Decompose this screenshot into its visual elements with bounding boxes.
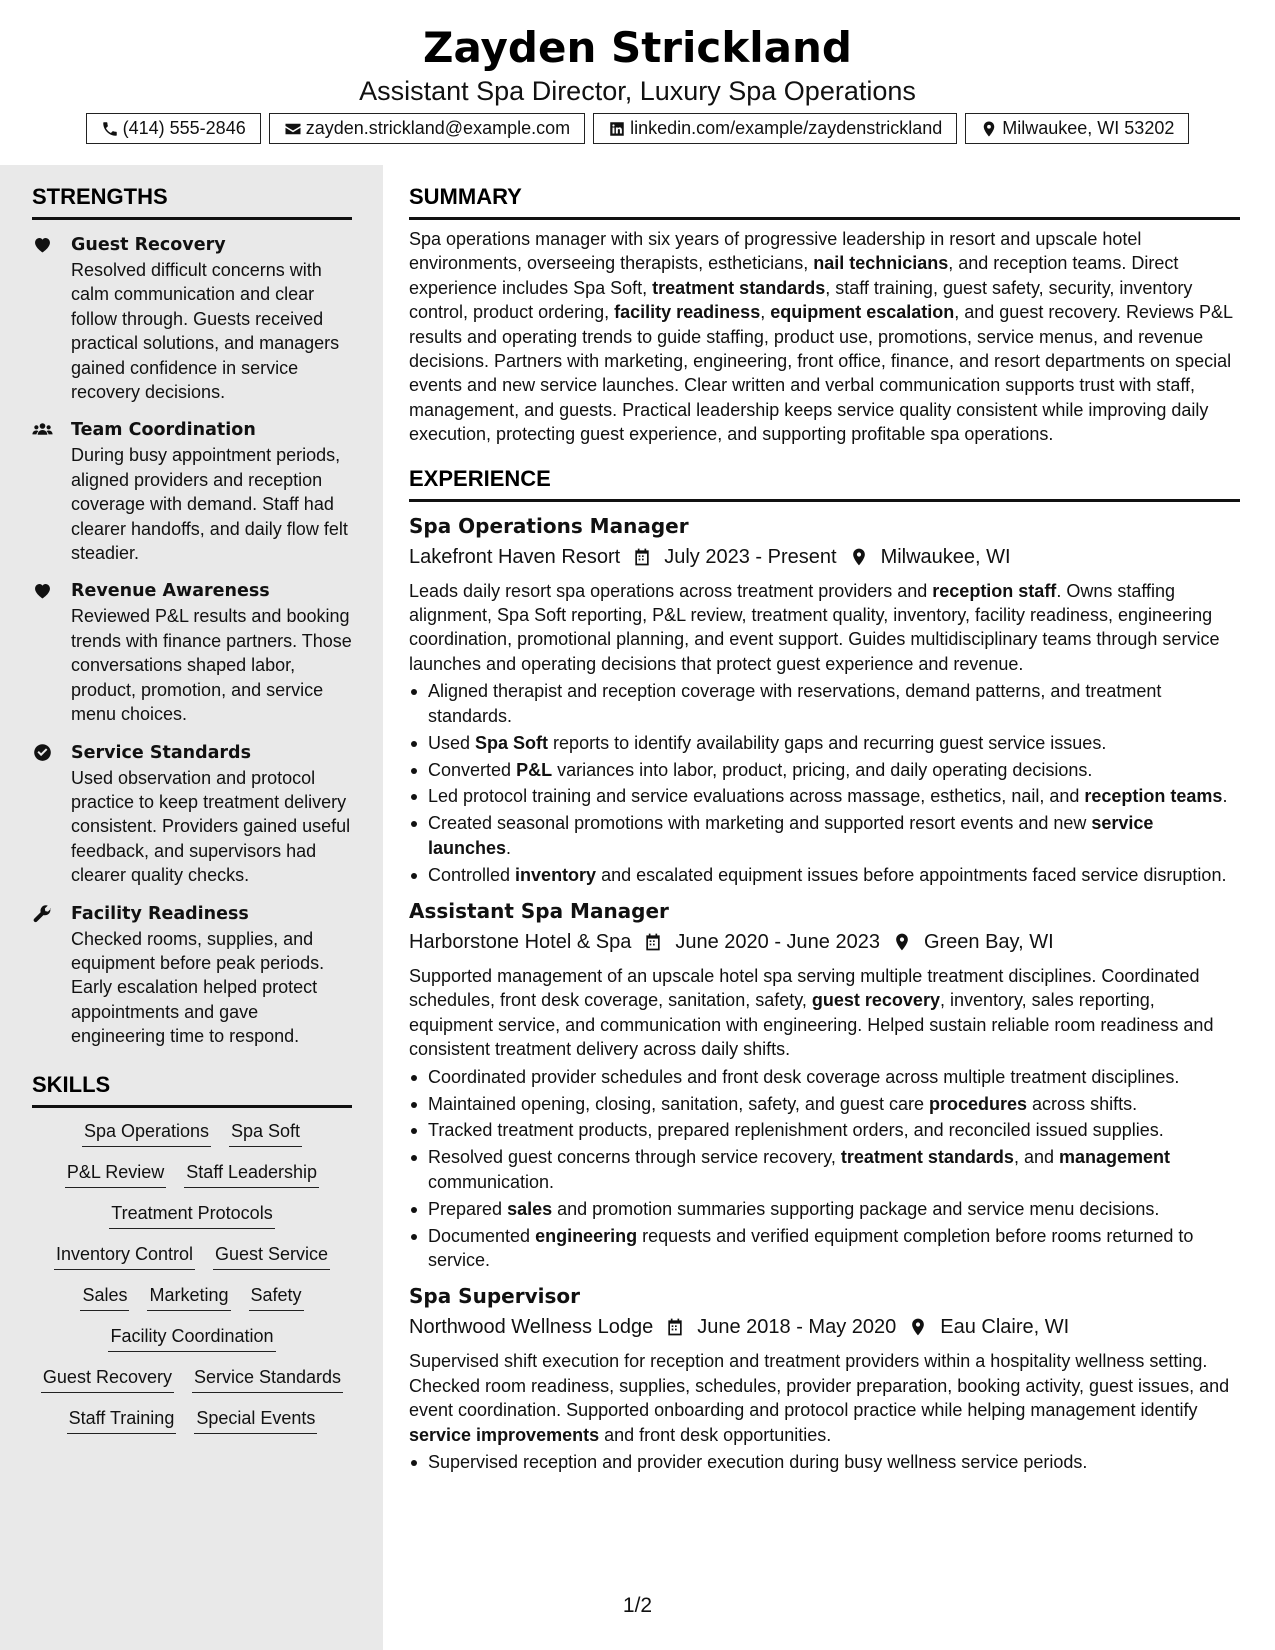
strength-item	[32, 740, 352, 888]
job-entry	[409, 897, 1240, 1272]
skills-section	[32, 1071, 352, 1434]
text-run: variances into labor, product, pricing, and daily operating decisions.	[552, 759, 1093, 780]
contact-email[interactable]	[269, 113, 585, 144]
job-bullet	[409, 679, 1240, 728]
calendar-icon	[665, 1317, 685, 1337]
skill-row	[80, 1280, 303, 1311]
experience-heading: EXPERIENCE	[409, 465, 551, 491]
strength-description: Reviewed P&L results and booking trends with finance partners. Those conversations shaped labor, product, promotion, and service menu choices.	[71, 606, 352, 725]
contact-phone[interactable]	[86, 113, 261, 144]
text-run: Documented	[428, 1225, 536, 1246]
strengths-heading: STRENGTHS	[32, 184, 168, 209]
skill-tag: Spa Soft	[229, 1116, 302, 1147]
job-entry	[409, 1282, 1240, 1474]
skill-tag: Marketing	[147, 1280, 230, 1311]
text-run: requests and verified equipment completion before rooms returned to service.	[428, 1225, 1194, 1270]
text-run: and escalated equipment issues before appointments faced service disruption.	[596, 864, 1227, 885]
bold-keyword: sales	[507, 1198, 553, 1219]
bold-keyword: reception staff	[932, 580, 1057, 601]
contact-location[interactable]	[965, 113, 1189, 144]
text-run: Leads daily resort spa operations across treatment providers and	[409, 580, 933, 601]
bold-keyword: facility readiness	[614, 302, 761, 323]
job-bullet	[409, 1118, 1240, 1142]
job-description	[409, 579, 1240, 677]
text-run: Tracked treatment products, prepared replenishment orders, and reconciled issued supplies.	[428, 1120, 1164, 1141]
bold-keyword: treatment standards	[652, 277, 826, 298]
job-description	[409, 964, 1240, 1062]
bold-keyword: inventory	[515, 864, 597, 885]
skill-row	[54, 1239, 330, 1270]
bold-keyword: P&L	[516, 759, 553, 780]
wrench-icon	[32, 903, 53, 924]
skill-tag: Safety	[249, 1280, 304, 1311]
job-title: Spa Supervisor	[409, 1284, 580, 1309]
summary-text	[409, 227, 1240, 447]
text-run: . Owns staffing alignment, Spa Soft reporting, P&L review, treatment quality, inventory, facility readiness, engineering coordination, promotional planning, and event support. Guides multidisciplinary teams through service launches and operating decisions that protect guest experience and revenue.	[409, 580, 1220, 674]
text-run: Supervised shift execution for reception and treatment providers within a hospitality wellness setting. Checked room readiness, supplies, schedules, provider preparation, booking activity, guest issues, and event coordination. Supported onboarding and protocol practice while helping management identify	[409, 1351, 1230, 1421]
strength-title: Revenue Awareness	[71, 581, 270, 602]
text-run: Prepared	[428, 1198, 508, 1219]
strength-description: Resolved difficult concerns with calm communication and clear follow through. Guests received practical solutions, and managers gained confidence in service recovery decisions.	[71, 260, 340, 403]
skill-tag: Service Standards	[192, 1362, 343, 1393]
text-run: Coordinated provider schedules and front desk coverage across multiple treatment disciplines.	[428, 1066, 1180, 1087]
job-title: Assistant Spa Manager	[409, 899, 669, 924]
bold-keyword: management	[1058, 1147, 1171, 1168]
job-meta	[409, 926, 1240, 958]
text-run: Led protocol training and service evaluations across massage, esthetics, nail, and	[428, 786, 1085, 807]
text-run: communication.	[428, 1171, 555, 1192]
bold-keyword: guest recovery	[811, 990, 940, 1011]
strength-description: During busy appointment periods, aligned providers and reception coverage with demand. Staff had clearer handoffs, and daily flow felt steadier.	[71, 445, 348, 564]
linkedin-text: linkedin.com/example/zaydenstrickland	[630, 118, 943, 138]
job-title: Spa Operations Manager	[409, 513, 689, 538]
text-run: reports to identify availability gaps and recurring guest service issues.	[548, 732, 1107, 753]
contact-bar	[0, 113, 1275, 144]
contact-linkedin[interactable]	[593, 113, 957, 144]
text-run: , and reception teams. Direct experience includes Spa Soft,	[409, 253, 1179, 298]
phone-text: (414) 555-2846	[122, 118, 246, 138]
text-run: ,	[760, 302, 771, 323]
job-bullets	[409, 1065, 1240, 1273]
job-entry	[409, 512, 1240, 887]
candidate-name: Zayden Strickland	[423, 23, 852, 72]
text-run: and promotion summaries supporting package and service menu decisions.	[552, 1198, 1160, 1219]
bold-keyword: service launches	[428, 813, 1154, 858]
phone-icon	[101, 120, 119, 138]
company-name: Lakefront Haven Resort	[409, 545, 621, 568]
summary-heading: SUMMARY	[409, 184, 522, 209]
job-meta	[409, 541, 1240, 573]
text-run: Created seasonal promotions with marketing and supported resort events and new	[428, 813, 1092, 834]
email-text: zayden.strickland@example.com	[305, 118, 571, 138]
job-dates: July 2023 - Present	[664, 545, 837, 568]
bold-keyword: equipment escalation	[770, 302, 955, 323]
text-run: , and	[1013, 1147, 1059, 1168]
job-bullet	[409, 784, 1240, 808]
skill-tag: Staff Leadership	[184, 1157, 319, 1188]
skill-tag: P&L Review	[65, 1157, 166, 1188]
skill-tag: Guest Recovery	[41, 1362, 174, 1393]
strength-title: Service Standards	[71, 742, 251, 763]
job-bullet	[409, 731, 1240, 755]
skill-row	[109, 1198, 274, 1229]
experience-section	[409, 465, 1240, 1475]
skill-tag: Spa Operations	[82, 1116, 211, 1147]
bold-keyword: procedures	[929, 1093, 1028, 1114]
text-run: Supported management of an upscale hotel spa serving multiple treatment disciplines. Coordinated schedules, front desk coverage, sanitation, safety,	[409, 966, 1200, 1011]
text-run: , staff training, guest safety, security, inventory control, product ordering,	[409, 277, 1193, 323]
text-run: across shifts.	[1027, 1093, 1138, 1114]
skill-row	[65, 1157, 319, 1188]
text-run: and front desk opportunities.	[599, 1424, 832, 1445]
left-column	[32, 183, 352, 1434]
strength-title: Facility Readiness	[71, 903, 249, 924]
strength-description: Checked rooms, supplies, and equipment before peak periods. Early escalation helped protect appointments and gave engineering time to respond.	[71, 928, 325, 1047]
page-number: 1/2	[622, 1594, 653, 1617]
job-dates: June 2018 - May 2020	[697, 1316, 897, 1339]
envelope-icon	[284, 120, 302, 138]
job-bullet	[409, 758, 1240, 782]
job-location: Eau Claire, WI	[940, 1316, 1070, 1339]
strength-description: Used observation and protocol practice to keep treatment delivery consistent. Providers gained useful feedback, and supervisors had clearer quality checks.	[71, 767, 351, 886]
job-bullet	[409, 1197, 1240, 1221]
map-pin-icon	[908, 1317, 928, 1337]
heart-icon	[32, 580, 53, 601]
text-run: Spa operations manager with six years of progressive leadership in resort and upscale hotel environments, overseeing therapists, estheticians,	[409, 229, 1142, 274]
bold-keyword: service improvements	[409, 1424, 600, 1445]
skill-row	[82, 1116, 302, 1147]
company-name: Harborstone Hotel & Spa	[409, 931, 632, 954]
skill-tag: Treatment Protocols	[109, 1198, 274, 1229]
strength-title: Team Coordination	[71, 420, 256, 441]
skill-row	[41, 1362, 343, 1393]
job-bullet	[409, 1065, 1240, 1089]
text-run: Controlled	[428, 864, 516, 885]
job-description	[409, 1349, 1240, 1447]
linkedin-icon	[608, 120, 626, 138]
map-pin-icon	[849, 547, 869, 567]
skill-tag: Special Events	[194, 1403, 317, 1434]
section-divider	[409, 499, 1240, 502]
text-run: Used	[428, 732, 476, 753]
strength-title: Guest Recovery	[71, 235, 226, 255]
job-location: Green Bay, WI	[923, 931, 1054, 954]
text-run: Maintained opening, closing, sanitation, safety, and guest care	[428, 1093, 929, 1114]
text-run: Supervised reception and provider execution during busy wellness service periods.	[428, 1452, 1088, 1473]
heart-icon	[32, 234, 53, 255]
text-run: Resolved guest concerns through service recovery,	[428, 1147, 841, 1168]
job-bullets	[409, 679, 1240, 887]
skill-tag: Inventory Control	[54, 1239, 195, 1270]
job-bullet	[409, 1224, 1240, 1273]
strength-item	[32, 232, 352, 404]
section-divider	[409, 217, 1240, 220]
skills-list	[32, 1116, 352, 1434]
text-run: , inventory, sales reporting, equipment service, and communication with engineering. Helped sustain reliable room readiness and consistent treatment delivery across daily shifts.	[409, 990, 1214, 1060]
job-list	[409, 512, 1240, 1475]
map-pin-icon	[980, 120, 998, 138]
job-bullet	[409, 863, 1240, 887]
company-name: Northwood Wellness Lodge	[409, 1316, 654, 1339]
bold-keyword: reception teams	[1084, 786, 1223, 807]
summary-section	[409, 183, 1240, 447]
location-text: Milwaukee, WI 53202	[1002, 118, 1175, 138]
job-dates: June 2020 - June 2023	[675, 931, 880, 954]
strength-item	[32, 417, 352, 565]
text-run: Aligned therapist and reception coverage with reservations, demand patterns, and treatment standards.	[428, 681, 1162, 726]
job-bullet	[409, 1092, 1240, 1116]
bold-keyword: Spa Soft	[475, 732, 549, 753]
job-bullet	[409, 1450, 1240, 1474]
text-run: .	[506, 837, 512, 858]
job-bullet	[409, 811, 1240, 860]
calendar-icon	[643, 932, 663, 952]
skill-tag: Sales	[80, 1280, 129, 1311]
strength-item	[32, 901, 352, 1049]
right-column	[409, 183, 1240, 1477]
bold-keyword: nail technicians	[813, 253, 949, 274]
strengths-section	[32, 183, 352, 1049]
users-icon	[32, 419, 53, 440]
job-meta	[409, 1311, 1240, 1343]
text-run: .	[1222, 786, 1228, 807]
job-location: Milwaukee, WI	[880, 545, 1011, 568]
text-run: Converted	[428, 759, 517, 780]
text-run: , and guest recovery. Reviews P&L results and operating trends to guide staffing, product use, promotions, service menus, and revenue decisions. Partners with marketing, engineering, front office, finance, and resort departments on special events and new service launches. Clear written and verbal communication supports trust with staff, management, and guests. Practical leadership keeps service quality consistent while improving daily execution, protecting guest experience, and supporting profitable spa operations.	[409, 302, 1233, 445]
skill-tag: Staff Training	[67, 1403, 177, 1434]
skill-tag: Guest Service	[213, 1239, 330, 1270]
skill-tag: Facility Coordination	[108, 1321, 275, 1352]
map-pin-icon	[892, 932, 912, 952]
candidate-title: Assistant Spa Director, Luxury Spa Operations	[359, 76, 916, 106]
bold-keyword: engineering	[535, 1225, 638, 1246]
job-bullets	[409, 1450, 1240, 1474]
check-circle-icon	[32, 742, 53, 763]
job-bullet	[409, 1145, 1240, 1194]
strength-item	[32, 578, 352, 726]
skills-heading: SKILLS	[32, 1071, 111, 1097]
calendar-icon	[632, 547, 652, 567]
section-divider	[32, 1105, 352, 1108]
skill-row	[67, 1403, 318, 1434]
bold-keyword: treatment standards	[840, 1147, 1014, 1168]
skill-row	[108, 1321, 275, 1352]
